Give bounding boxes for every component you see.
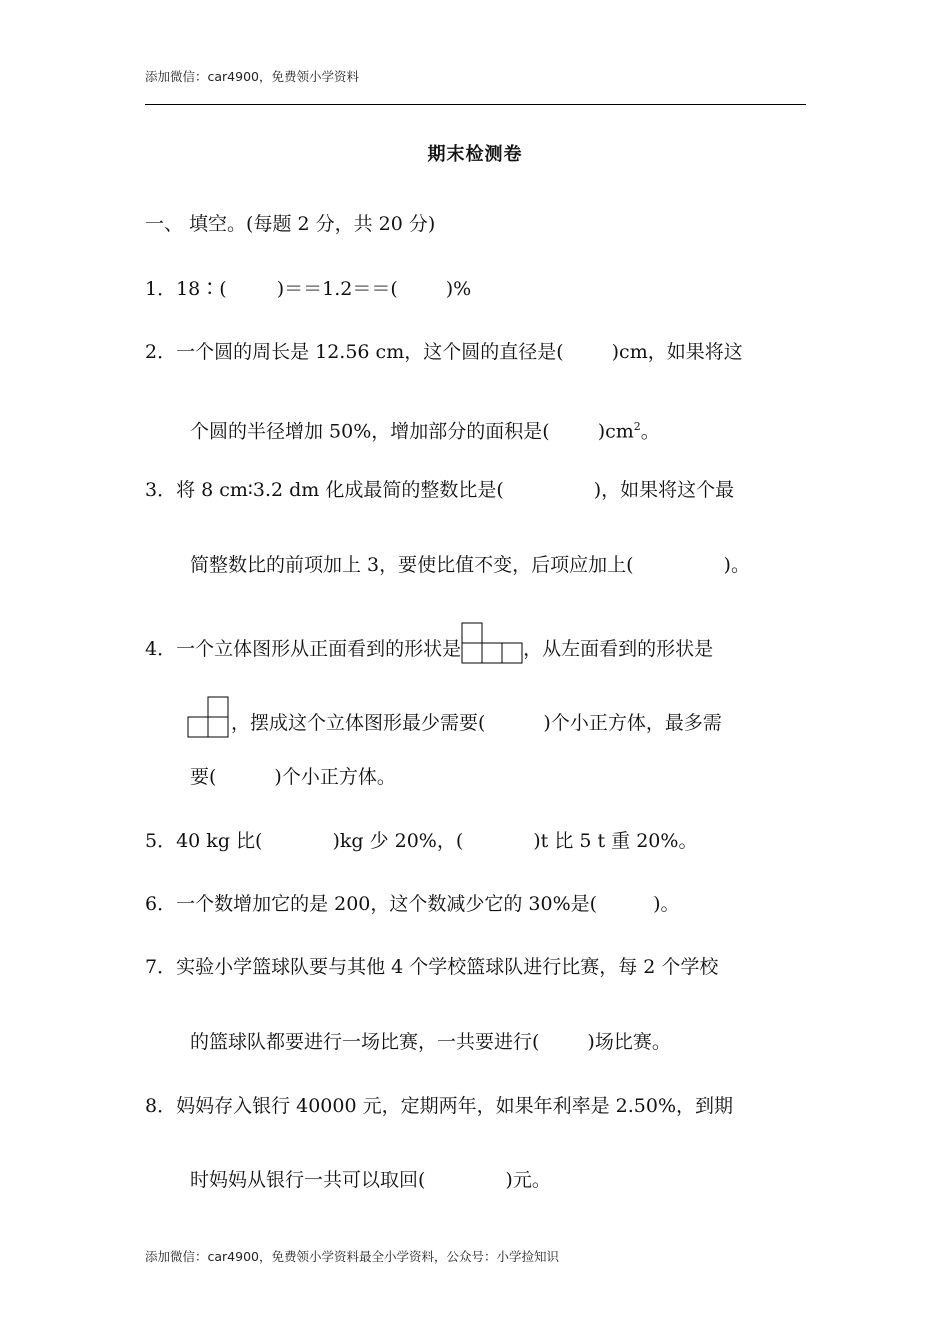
question-4-line-1: 4．一个立体图形从正面看到的形状是 ，从左面看到的形状是 bbox=[145, 622, 713, 661]
page-title: 期末检测卷 bbox=[427, 144, 523, 165]
question-5: 5．40 kg 比( )kg 少 20%，( )t 比 5 t 重 20%。 bbox=[145, 830, 698, 852]
question-3-line-2: 简整数比的前项加上 3，要使比值不变，后项应加上( )。 bbox=[190, 554, 750, 576]
left-view-figure bbox=[187, 696, 231, 738]
question-7-line-2: 的篮球队都要进行一场比赛，一共要进行( )场比赛。 bbox=[190, 1031, 671, 1053]
question-4-line-3: 要( )个小正方体。 bbox=[190, 766, 396, 788]
page-header: 添加微信：car4900，免费领小学资料 bbox=[145, 69, 359, 84]
front-view-figure bbox=[461, 622, 523, 664]
question-6: 6．一个数增加它的是 200，这个数减少它的 30%是( )。 bbox=[145, 893, 680, 915]
page-footer: 添加微信：car4900，免费领小学资料最全小学资料，公众号：小学捡知识 bbox=[145, 1249, 559, 1264]
question-2-line-2: 个圆的半径增加 50%，增加部分的面积是( )$cm^2$。 bbox=[190, 420, 660, 443]
question-4-line-2: ，摆成这个立体图形最少需要( )个小正方体，最多需 bbox=[145, 696, 722, 735]
header-rule bbox=[145, 104, 806, 105]
question-8-line-2: 时妈妈从银行一共可以取回( )元。 bbox=[190, 1169, 551, 1191]
question-1: 1．18∶( )＝＝1.2＝＝( )% bbox=[145, 278, 472, 300]
question-7-line-1: 7．实验小学篮球队要与其他 4 个学校篮球队进行比赛，每 2 个学校 bbox=[145, 956, 719, 978]
section-heading: 一、 填空。(每题 2 分，共 20 分) bbox=[145, 213, 436, 235]
question-2-line-1: 2．一个圆的周长是 12.56 cm，这个圆的直径是( )cm，如果将这 bbox=[145, 341, 743, 363]
question-8-line-1: 8．妈妈存入银行 40000 元，定期两年，如果年利率是 2.50%，到期 bbox=[145, 1095, 734, 1117]
question-3-line-1: 3．将 8 cm∶3.2 dm 化成最简的整数比是( )，如果将这个最 bbox=[145, 479, 735, 501]
